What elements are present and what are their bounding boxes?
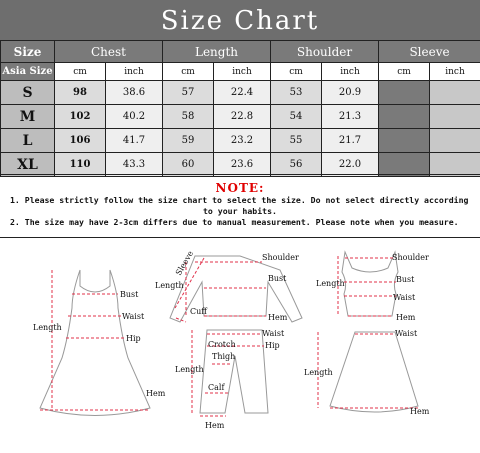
header-sleeve: Sleeve (379, 41, 480, 63)
unit-cm: cm (163, 63, 214, 81)
waist-label: Waist (122, 312, 145, 321)
chest-cm-cell: 106 (55, 129, 106, 153)
hip-label: Hip (265, 341, 280, 350)
size-cell: L (1, 129, 55, 153)
shoulder-cm-cell: 53 (271, 81, 322, 105)
page-title: Size Chart (0, 0, 480, 40)
hem-label: Hem (205, 421, 225, 430)
header-asia-size: Asia Size (1, 63, 55, 81)
unit-cm: cm (379, 63, 430, 81)
bust-label: Bust (268, 274, 287, 283)
header-length: Length (163, 41, 271, 63)
length-inch-cell: 22.4 (214, 81, 271, 105)
chest-inch-cell: 38.6 (106, 81, 163, 105)
unit-row (1, 63, 480, 81)
length-cm-cell: 57 (163, 81, 214, 105)
note-line-1: 1. Please strictly follow the size chart to select the size. Do not select directly according (10, 195, 469, 205)
measurement-diagram (0, 238, 480, 453)
note-line-2: 2. The size may have 2-3cm differs due to manual measurement. Please note when you measure. (10, 217, 459, 227)
unit-cm: cm (271, 63, 322, 81)
bust-label: Bust (396, 275, 415, 284)
waist-label: Waist (393, 293, 416, 302)
tank-top-outline-icon (342, 252, 398, 316)
sleeve-cm-cell (379, 81, 430, 105)
sleeve-inch-cell (430, 153, 480, 177)
header-chest: Chest (55, 41, 163, 63)
unit-inch: inch (214, 63, 271, 81)
unit-cm: cm (55, 63, 106, 81)
chest-cm-cell: 110 (55, 153, 106, 177)
crotch-label: Crotch (208, 340, 236, 349)
table-row (1, 153, 480, 177)
bust-label: Bust (120, 290, 139, 299)
chest-inch-cell: 43.3 (106, 153, 163, 177)
shoulder-inch-cell: 20.9 (322, 81, 379, 105)
length-cm-cell: 58 (163, 105, 214, 129)
note-title: NOTE: (215, 181, 265, 195)
cuff-label: Cuff (190, 307, 207, 316)
sleeve-inch-cell (430, 129, 480, 153)
hem-label: Hem (268, 313, 288, 322)
table-row (1, 105, 480, 129)
hem-label: Hem (146, 389, 166, 398)
table-row (1, 81, 480, 105)
size-chart-table (0, 40, 480, 177)
shoulder-inch-cell: 21.7 (322, 129, 379, 153)
header-row (1, 41, 480, 63)
sleeve-label: Sleeve (173, 249, 196, 277)
length-label: Length (316, 279, 345, 288)
note-line-1-continued: to your habits. (203, 206, 277, 216)
shoulder-cm-cell: 55 (271, 129, 322, 153)
length-cm-cell: 59 (163, 129, 214, 153)
table-row (1, 129, 480, 153)
hem-label: Hem (396, 313, 416, 322)
sleeve-cm-cell (379, 153, 430, 177)
calf-label: Calf (208, 383, 225, 392)
shoulder-label: Shoulder (262, 253, 299, 262)
sleeve-inch-cell (430, 105, 480, 129)
chest-cm-cell: 102 (55, 105, 106, 129)
shoulder-cm-cell: 54 (271, 105, 322, 129)
length-inch-cell: 22.8 (214, 105, 271, 129)
thigh-label: Thigh (212, 352, 236, 361)
note-box (0, 174, 480, 238)
chest-inch-cell: 41.7 (106, 129, 163, 153)
sleeve-inch-cell (430, 81, 480, 105)
unit-inch: inch (322, 63, 379, 81)
shoulder-inch-cell: 21.3 (322, 105, 379, 129)
sleeve-cm-cell (379, 129, 430, 153)
waist-label: Waist (395, 329, 418, 338)
shoulder-inch-cell: 22.0 (322, 153, 379, 177)
waist-label: Waist (262, 329, 285, 338)
unit-inch: inch (430, 63, 480, 81)
length-inch-cell: 23.2 (214, 129, 271, 153)
hip-label: Hip (126, 334, 141, 343)
length-inch-cell: 23.6 (214, 153, 271, 177)
skirt-outline-icon (330, 332, 418, 412)
sleeve-cm-cell (379, 105, 430, 129)
length-label: Length (175, 365, 204, 374)
header-size: Size (1, 41, 55, 63)
shoulder-cm-cell: 56 (271, 153, 322, 177)
length-label: Length (304, 368, 333, 377)
length-label: Length (155, 281, 184, 290)
header-shoulder: Shoulder (271, 41, 379, 63)
chest-cm-cell: 98 (55, 81, 106, 105)
size-cell: S (1, 81, 55, 105)
size-cell: M (1, 105, 55, 129)
unit-inch: inch (106, 63, 163, 81)
size-cell: XL (1, 153, 55, 177)
hem-label: Hem (410, 407, 430, 416)
length-label: Length (33, 323, 62, 332)
length-cm-cell: 60 (163, 153, 214, 177)
chest-inch-cell: 40.2 (106, 105, 163, 129)
shoulder-label: Shoulder (392, 253, 429, 262)
